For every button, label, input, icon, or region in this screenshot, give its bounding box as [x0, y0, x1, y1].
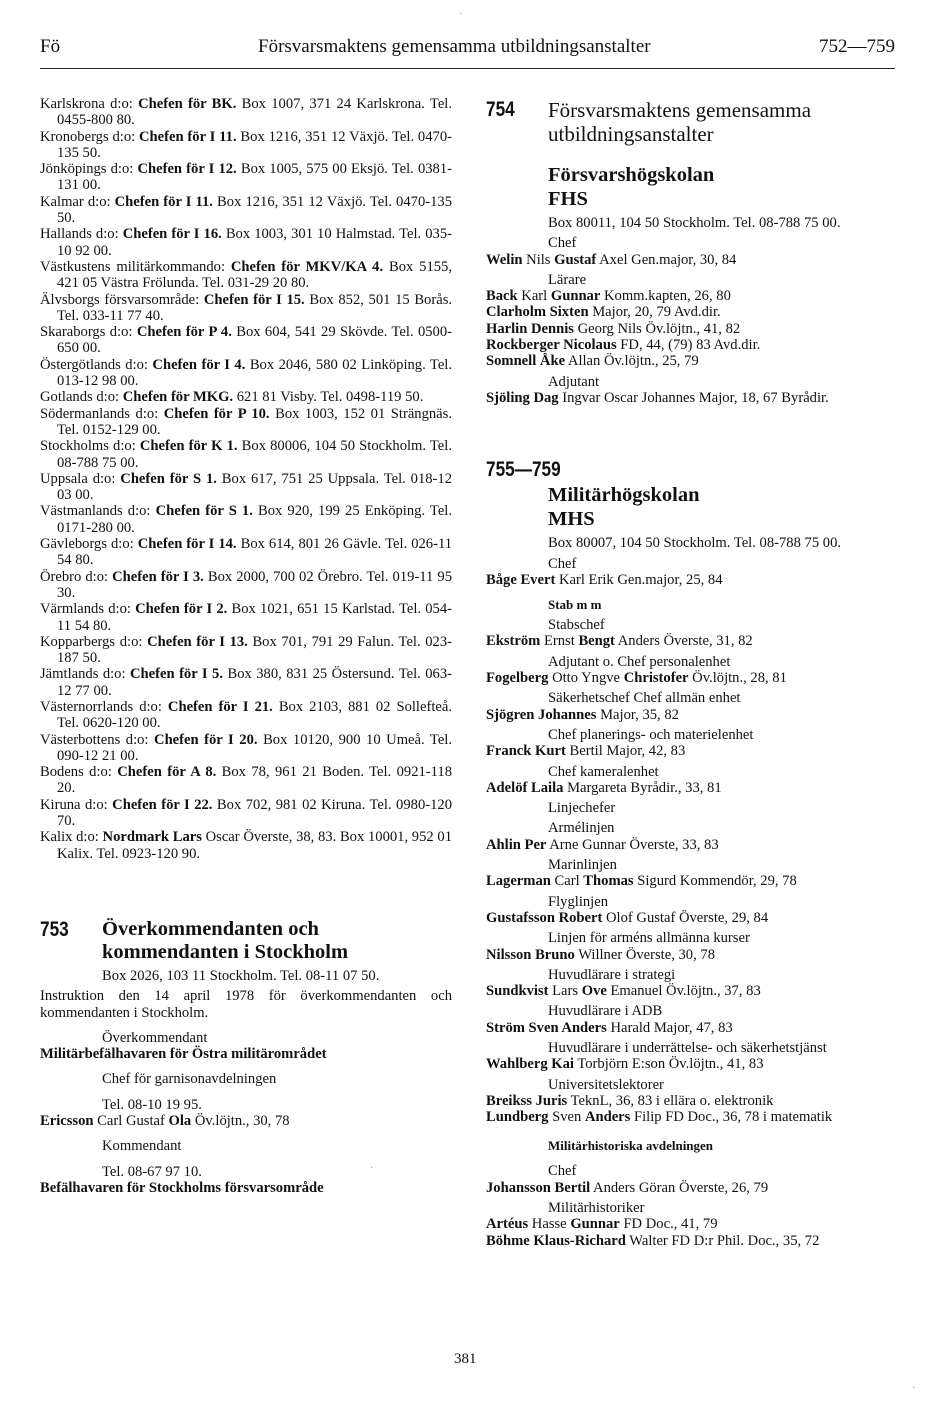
surname: Ström Sven Anders: [486, 1019, 607, 1036]
callname: Gunnar: [570, 1216, 620, 1233]
callname: Thomas: [583, 873, 634, 890]
section-755-heading: [486, 458, 896, 482]
entry-region: Västerbottens d:o:: [40, 731, 155, 748]
page-number: 381: [454, 1351, 477, 1367]
surname: Harlin Dennis: [486, 320, 574, 337]
person-entry: [486, 1093, 896, 1109]
surname: Artéus: [486, 1216, 529, 1233]
entry-address: Box 78, 961 21 Boden. Tel. 0921-118 20.: [57, 764, 452, 797]
right-column: [486, 96, 896, 1249]
given: Allan Öv.löjtn., 25, 79: [565, 353, 699, 370]
entry-holder: Chefen för BK.: [138, 96, 237, 112]
callname: Gustaf: [554, 251, 597, 268]
given: Georg Nils Öv.löjtn., 41, 82: [573, 320, 741, 337]
surname: Sjöling Dag: [486, 389, 559, 406]
callname: Bengt: [578, 633, 615, 650]
entry-region: Örebro d:o:: [40, 568, 113, 585]
callname: Christofer: [623, 670, 689, 687]
lecturer-list: [486, 1093, 896, 1126]
entry-holder: Chefen för I 3.: [112, 568, 204, 585]
entry-region: Älvsborgs försvarsområde:: [40, 291, 204, 308]
header-range: 752—759: [819, 36, 895, 57]
left-column: [40, 96, 452, 1196]
surname: Sjögren Johannes: [486, 706, 597, 723]
entry-address: Box 1021, 651 15 Karlstad. Tel. 054-11 54 80.: [57, 601, 452, 634]
role-label: Chef: [548, 1163, 577, 1180]
entry-region: Jämtlands d:o:: [40, 666, 131, 683]
regional-entry: [40, 292, 452, 325]
entry-address: Box 1003, 301 10 Halmstad. Tel. 035-10 92 00.: [57, 226, 452, 259]
given: Harald Major, 47, 83: [606, 1019, 733, 1036]
person-entry: [486, 983, 896, 999]
regional-entry: [40, 797, 452, 830]
given: Sven: [548, 1109, 585, 1126]
callname: Anders: [584, 1109, 631, 1126]
section-number: 754: [486, 98, 515, 121]
regional-entry: [40, 406, 452, 439]
entry-region: Västernorrlands d:o:: [40, 698, 168, 715]
role-label: Chef för garnisonavdelningen: [102, 1071, 277, 1088]
entry-holder: Chefen för S 1.: [155, 503, 253, 520]
person-entry: [40, 1113, 452, 1129]
surname: Franck Kurt: [486, 743, 566, 760]
entry-holder: Chefen för I 13.: [147, 633, 248, 650]
person-entry: [486, 252, 896, 268]
person-entry: [486, 873, 896, 889]
surname: Johansson Bertil: [486, 1179, 591, 1196]
entry-holder: Chefen för I 11.: [139, 128, 237, 145]
entry-address: 621 81 Visby. Tel. 0498-119 50.: [233, 389, 424, 406]
school-name: Militärhögskolan: [548, 484, 700, 507]
surname: Back: [486, 288, 518, 305]
surname: Ahlin Per: [486, 836, 547, 853]
entry-holder: Chefen för I 2.: [135, 601, 228, 618]
given: Olof Gustaf Överste, 29, 84: [602, 909, 769, 926]
regional-list: [40, 96, 452, 862]
person-entry: [486, 353, 896, 369]
entry-address: Box 1216, 351 12 Växjö. Tel. 0470-135 50.: [57, 128, 452, 161]
person-entry: [486, 1216, 896, 1232]
entry-region: Kalix d:o:: [40, 829, 103, 846]
regional-entry: [40, 503, 452, 536]
regional-entry: [40, 161, 452, 194]
given: Nils: [522, 251, 555, 268]
entry-address: Box 10120, 900 10 Umeå. Tel. 090-12 21 00.: [57, 731, 452, 764]
title: Axel Gen.major, 30, 84: [596, 251, 737, 268]
details: Karl Erik Gen.major, 25, 84: [555, 571, 723, 588]
role-label: Kommendant: [102, 1138, 182, 1155]
entry-address: Box 617, 751 25 Uppsala. Tel. 018-12 03 00.: [57, 470, 452, 504]
person-entry: [486, 1233, 896, 1249]
regional-entry: [40, 226, 452, 259]
callname: Ola: [168, 1113, 192, 1130]
entry-region: Hallands d:o:: [40, 226, 123, 243]
surname: Båge Evert: [486, 571, 556, 588]
regional-entry: [40, 129, 452, 162]
regional-entry: [40, 389, 452, 405]
person-entry: [486, 1056, 896, 1072]
entry-region: Värmlands d:o:: [40, 601, 136, 618]
regional-entry: [40, 536, 452, 569]
regional-entry: [40, 438, 452, 471]
section-title: Överkommendanten och kommendanten i Stockholm: [102, 917, 349, 963]
regional-entry: [40, 194, 452, 227]
role-label: Flyglinjen: [548, 893, 608, 910]
surname: Nilsson Bruno: [486, 946, 575, 963]
entry-address: Box 1216, 351 12 Växjö. Tel. 0470-135 50.: [57, 193, 452, 227]
entry-region: Skaraborgs d:o:: [40, 324, 137, 341]
regional-entry: [40, 666, 452, 699]
entry-address: Box 80006, 104 50 Stockholm. Tel. 08-788 75 00.: [57, 438, 452, 471]
person-entry: [486, 337, 896, 353]
entry-holder: Chefen för K 1.: [139, 438, 238, 455]
person-entry: [486, 780, 896, 796]
entry-address: Box 380, 831 25 Östersund. Tel. 063-12 77 00.: [57, 666, 453, 699]
given: FD, 44, (79) 83 Avd.dir.: [616, 337, 761, 354]
details: Anders Göran Överste, 26, 79: [590, 1179, 769, 1196]
role-label: Lärare: [548, 271, 587, 288]
given: Major, 20, 79 Avd.dir.: [588, 304, 721, 321]
section-number: 755—759: [486, 458, 561, 482]
callname: Gunnar: [550, 288, 601, 305]
entry-region: Västmanlands d:o:: [40, 503, 156, 520]
entry-holder: Chefen för A 8.: [117, 764, 217, 781]
surname: Ericsson: [40, 1113, 94, 1130]
address: Box 2026, 103 11 Stockholm. Tel. 08-11 07 50.: [102, 967, 380, 984]
surname: Lundberg: [486, 1109, 549, 1126]
surname: Ekström: [486, 633, 541, 650]
entry-holder: Chefen för I 20.: [154, 731, 258, 748]
entry-holder: Chefen för I 5.: [130, 666, 223, 683]
title: Emanuel Öv.löjtn., 37, 83: [606, 983, 761, 1000]
entry-address: Box 2046, 580 02 Linköping. Tel. 013-12 98 00.: [57, 356, 453, 390]
given: Ernst: [540, 633, 579, 650]
person-entry: [486, 390, 896, 406]
details: Ingvar Oscar Johannes Major, 18, 67 Byrådir.: [558, 389, 829, 406]
entry-holder: Chefen för I 15.: [203, 291, 305, 308]
role-label: Huvudlärare i strategi: [548, 966, 676, 983]
entry-region: Karlskrona d:o:: [40, 96, 139, 112]
entry-address: Box 2000, 700 02 Örebro. Tel. 019-11 95 30.: [57, 568, 452, 601]
surname: Böhme Klaus-Richard: [486, 1232, 626, 1249]
callname: Ove: [581, 983, 607, 1000]
person-entry: [486, 837, 896, 853]
role-label: Militärhistoriker: [548, 1200, 645, 1217]
school-abbr: FHS: [548, 188, 588, 210]
regional-entry: [40, 829, 452, 862]
given: Torbjörn E:son Öv.löjtn., 41, 83: [573, 1056, 764, 1073]
entry-region: Jönköpings d:o:: [40, 161, 138, 178]
entry-region: Östergötlands d:o:: [40, 356, 153, 373]
title: Anders Överste, 31, 82: [614, 633, 753, 650]
regional-entry: [40, 764, 452, 797]
address: Box 80011, 104 50 Stockholm. Tel. 08-788 75 00.: [548, 215, 841, 231]
entry-address: Box 1003, 152 01 Strängnäs. Tel. 0152-129 00.: [57, 405, 452, 438]
person-entry: [486, 707, 896, 723]
role-label: Säkerhetschef Chef allmän enhet: [548, 690, 741, 707]
role-holder: Befälhavaren för Stockholms försvarsområde: [40, 1179, 324, 1196]
person-entry: [486, 947, 896, 963]
surname: Adelöf Laila: [486, 779, 564, 796]
entry-region: Bodens d:o:: [40, 764, 118, 781]
entry-holder: Chefen för I 21.: [167, 698, 273, 715]
given: Otto Yngve: [548, 670, 624, 687]
teacher-list: [486, 288, 896, 369]
given: Major, 35, 82: [596, 706, 679, 723]
person-entry: [486, 572, 896, 588]
section-number: 753: [40, 917, 69, 941]
regional-entry: [40, 96, 452, 129]
subsection-heading: Militärhistoriska avdelningen: [548, 1138, 714, 1154]
entry-address: Box 701, 791 29 Falun. Tel. 023-187 50.: [57, 633, 452, 667]
entry-region: Västkustens militärkommando:: [40, 258, 231, 275]
regional-entry: [40, 634, 452, 667]
entry-address: Box 852, 501 15 Borås. Tel. 033-11 77 40.: [57, 291, 453, 324]
line-list: [486, 820, 896, 1072]
role-label: Huvudlärare i ADB: [548, 1003, 663, 1020]
role-label: Armélinjen: [548, 820, 615, 837]
role-label: Universitetslektorer: [548, 1076, 664, 1093]
regional-entry: [40, 699, 452, 732]
entry-address: Box 920, 199 25 Enköping. Tel. 0171-280 00.: [57, 503, 453, 536]
role-label: Chef kameralenhet: [548, 763, 659, 780]
entry-holder: Chefen för I 11.: [114, 193, 213, 210]
person-entry: [486, 1020, 896, 1036]
school-name: Försvarshögskolan: [548, 164, 715, 186]
regional-entry: [40, 732, 452, 765]
entry-region: Kiruna d:o:: [40, 796, 113, 813]
given: Walter FD D:r Phil. Doc., 35, 72: [625, 1232, 820, 1249]
given: Bertil Major, 42, 83: [565, 743, 686, 760]
regional-entry: [40, 601, 452, 634]
subsection-heading: Stab m m: [548, 597, 602, 613]
person-entry: [486, 670, 896, 686]
entry-region: Gävleborgs d:o:: [40, 536, 138, 553]
role-label: Adjutant: [548, 373, 600, 390]
role-label: Marinlinjen: [548, 857, 617, 874]
page-header: [40, 30, 895, 58]
role-holder: Militärbefälhavaren för Östra militärområdet: [40, 1046, 327, 1063]
entry-region: Kronobergs d:o:: [40, 128, 140, 145]
historian-list: [486, 1216, 896, 1249]
role-label: Huvudlärare i underrättelse- och säkerhetstjänst: [548, 1039, 827, 1056]
entry-region: Södermanlands d:o:: [40, 405, 164, 422]
address: Box 80007, 104 50 Stockholm. Tel. 08-788 75 00.: [548, 535, 842, 552]
given: Lars: [548, 983, 582, 1000]
title: Komm.kapten, 26, 80: [600, 288, 731, 305]
surname: Fogelberg: [486, 670, 549, 687]
surname: Gustafsson Robert: [486, 909, 603, 926]
surname: Clarholm Sixten: [486, 304, 589, 321]
regional-entry: [40, 324, 452, 357]
entry-holder: Chefen för I 16.: [122, 226, 222, 243]
header-rule: [40, 68, 895, 69]
regional-entry: [40, 471, 452, 504]
phone: Tel. 08-10 19 95.: [102, 1096, 202, 1113]
scan-speck: ·: [459, 9, 463, 20]
surname: Wahlberg Kai: [486, 1056, 574, 1073]
entry-region: Gotlands d:o:: [40, 389, 123, 406]
given: Karl: [517, 288, 551, 305]
entry-region: Kopparbergs d:o:: [40, 633, 148, 650]
entry-holder: Chefen för I 22.: [112, 796, 213, 813]
entry-region: Stockholms d:o:: [40, 438, 140, 455]
role-label: Överkommendant: [102, 1029, 208, 1046]
regional-entry: [40, 357, 452, 390]
section-754-heading: [486, 98, 896, 146]
entry-address: Box 604, 541 29 Skövde. Tel. 0500-650 00.: [57, 324, 452, 357]
title: Öv.löjtn., 28, 81: [688, 670, 787, 687]
staff-list: [486, 617, 896, 796]
surname: Welin: [486, 251, 523, 268]
entry-holder: Chefen för I 12.: [137, 161, 237, 178]
entry-holder: Chefen för MKG.: [122, 389, 234, 406]
person-entry: [486, 910, 896, 926]
entry-address: Box 1005, 575 00 Eksjö. Tel. 0381-131 00.: [57, 161, 453, 194]
entry-holder: Nordmark Lars: [102, 829, 202, 846]
entry-region: Kalmar d:o:: [40, 193, 115, 210]
person-entry: [486, 1109, 896, 1125]
entry-address: Box 614, 801 26 Gävle. Tel. 026-11 54 80.: [57, 536, 453, 569]
role-label: Stabschef: [548, 617, 605, 634]
person-entry: [486, 633, 896, 649]
given: Willner Överste, 30, 78: [574, 946, 715, 963]
section-title: Försvarsmaktens gemensamma utbildningsanstalter: [548, 98, 812, 146]
surname: Rockberger Nicolaus: [486, 337, 617, 354]
given: Carl Gustaf: [93, 1113, 169, 1130]
phone: Tel. 08-67 97 10.: [102, 1163, 202, 1180]
school-abbr: MHS: [548, 508, 595, 531]
role-label: Adjutant o. Chef personalenhet: [548, 653, 731, 670]
role-label: Chef: [548, 235, 577, 252]
person-entry: [486, 288, 896, 304]
given: Arne Gunnar Överste, 33, 83: [546, 836, 719, 853]
role-label: Linjechefer: [548, 800, 616, 817]
surname: Sundkvist: [486, 983, 549, 1000]
title: FD Doc., 41, 79: [619, 1216, 718, 1233]
entry-holder: Chefen för MKV/KA 4.: [230, 258, 384, 275]
title: Öv.löjtn., 30, 78: [191, 1113, 290, 1130]
role-label: Chef planerings- och materielenhet: [548, 726, 754, 743]
title: Sigurd Kommendör, 29, 78: [633, 873, 797, 890]
regional-entry: [40, 259, 452, 292]
entry-holder: Chefen för I 4.: [152, 356, 246, 373]
role-label: Chef: [548, 555, 577, 572]
instruction-text: Instruktion den 14 april 1978 för överkommendanten och kommendanten i Stockholm.: [40, 988, 452, 1021]
person-entry: [486, 1180, 896, 1196]
surname: Lagerman: [486, 873, 551, 890]
entry-holder: Chefen för I 14.: [137, 536, 237, 553]
entry-holder: Chefen för S 1.: [120, 470, 217, 487]
title: Filip FD Doc., 36, 78 i matematik: [630, 1109, 833, 1126]
entry-address: Box 5155, 421 05 Västra Frölunda. Tel. 031-29 20 80.: [57, 258, 452, 292]
person-entry: [486, 743, 896, 759]
entry-region: Uppsala d:o:: [40, 470, 121, 487]
given: Carl: [550, 873, 584, 890]
entry-address: Box 1007, 371 24 Karlskrona. Tel. 0455-800 80.: [57, 96, 452, 129]
person-entry: [486, 304, 896, 320]
entry-address: Box 702, 981 02 Kiruna. Tel. 0980-120 70.: [57, 796, 452, 830]
given: Hasse: [528, 1216, 571, 1233]
section-753-heading: [40, 918, 452, 964]
entry-address: Box 2103, 881 02 Sollefteå. Tel. 0620-120 00.: [57, 698, 452, 732]
entry-holder: Chefen för P 4.: [136, 324, 232, 341]
role-label: Linjen för arméns allmänna kurser: [548, 930, 750, 947]
surname: Somnell Åke: [486, 353, 566, 370]
person-entry: [486, 321, 896, 337]
header-section: Fö: [40, 36, 61, 57]
header-title: Försvarsmaktens gemensamma utbildningsanstalter: [258, 36, 651, 57]
scan-speck: ·: [912, 1383, 916, 1394]
entry-holder: Chefen för P 10.: [163, 405, 270, 422]
entry-address: Oscar Överste, 38, 83. Box 10001, 952 01 Kalix. Tel. 0923-120 90.: [57, 829, 452, 862]
given: Margareta Byrådir., 33, 81: [563, 779, 722, 796]
regional-entry: [40, 569, 452, 602]
surname: Breikss Juris: [486, 1092, 568, 1109]
given: TeknL, 36, 83 i ellära o. elektronik: [567, 1092, 774, 1109]
scan-speck: ·: [370, 1163, 374, 1174]
